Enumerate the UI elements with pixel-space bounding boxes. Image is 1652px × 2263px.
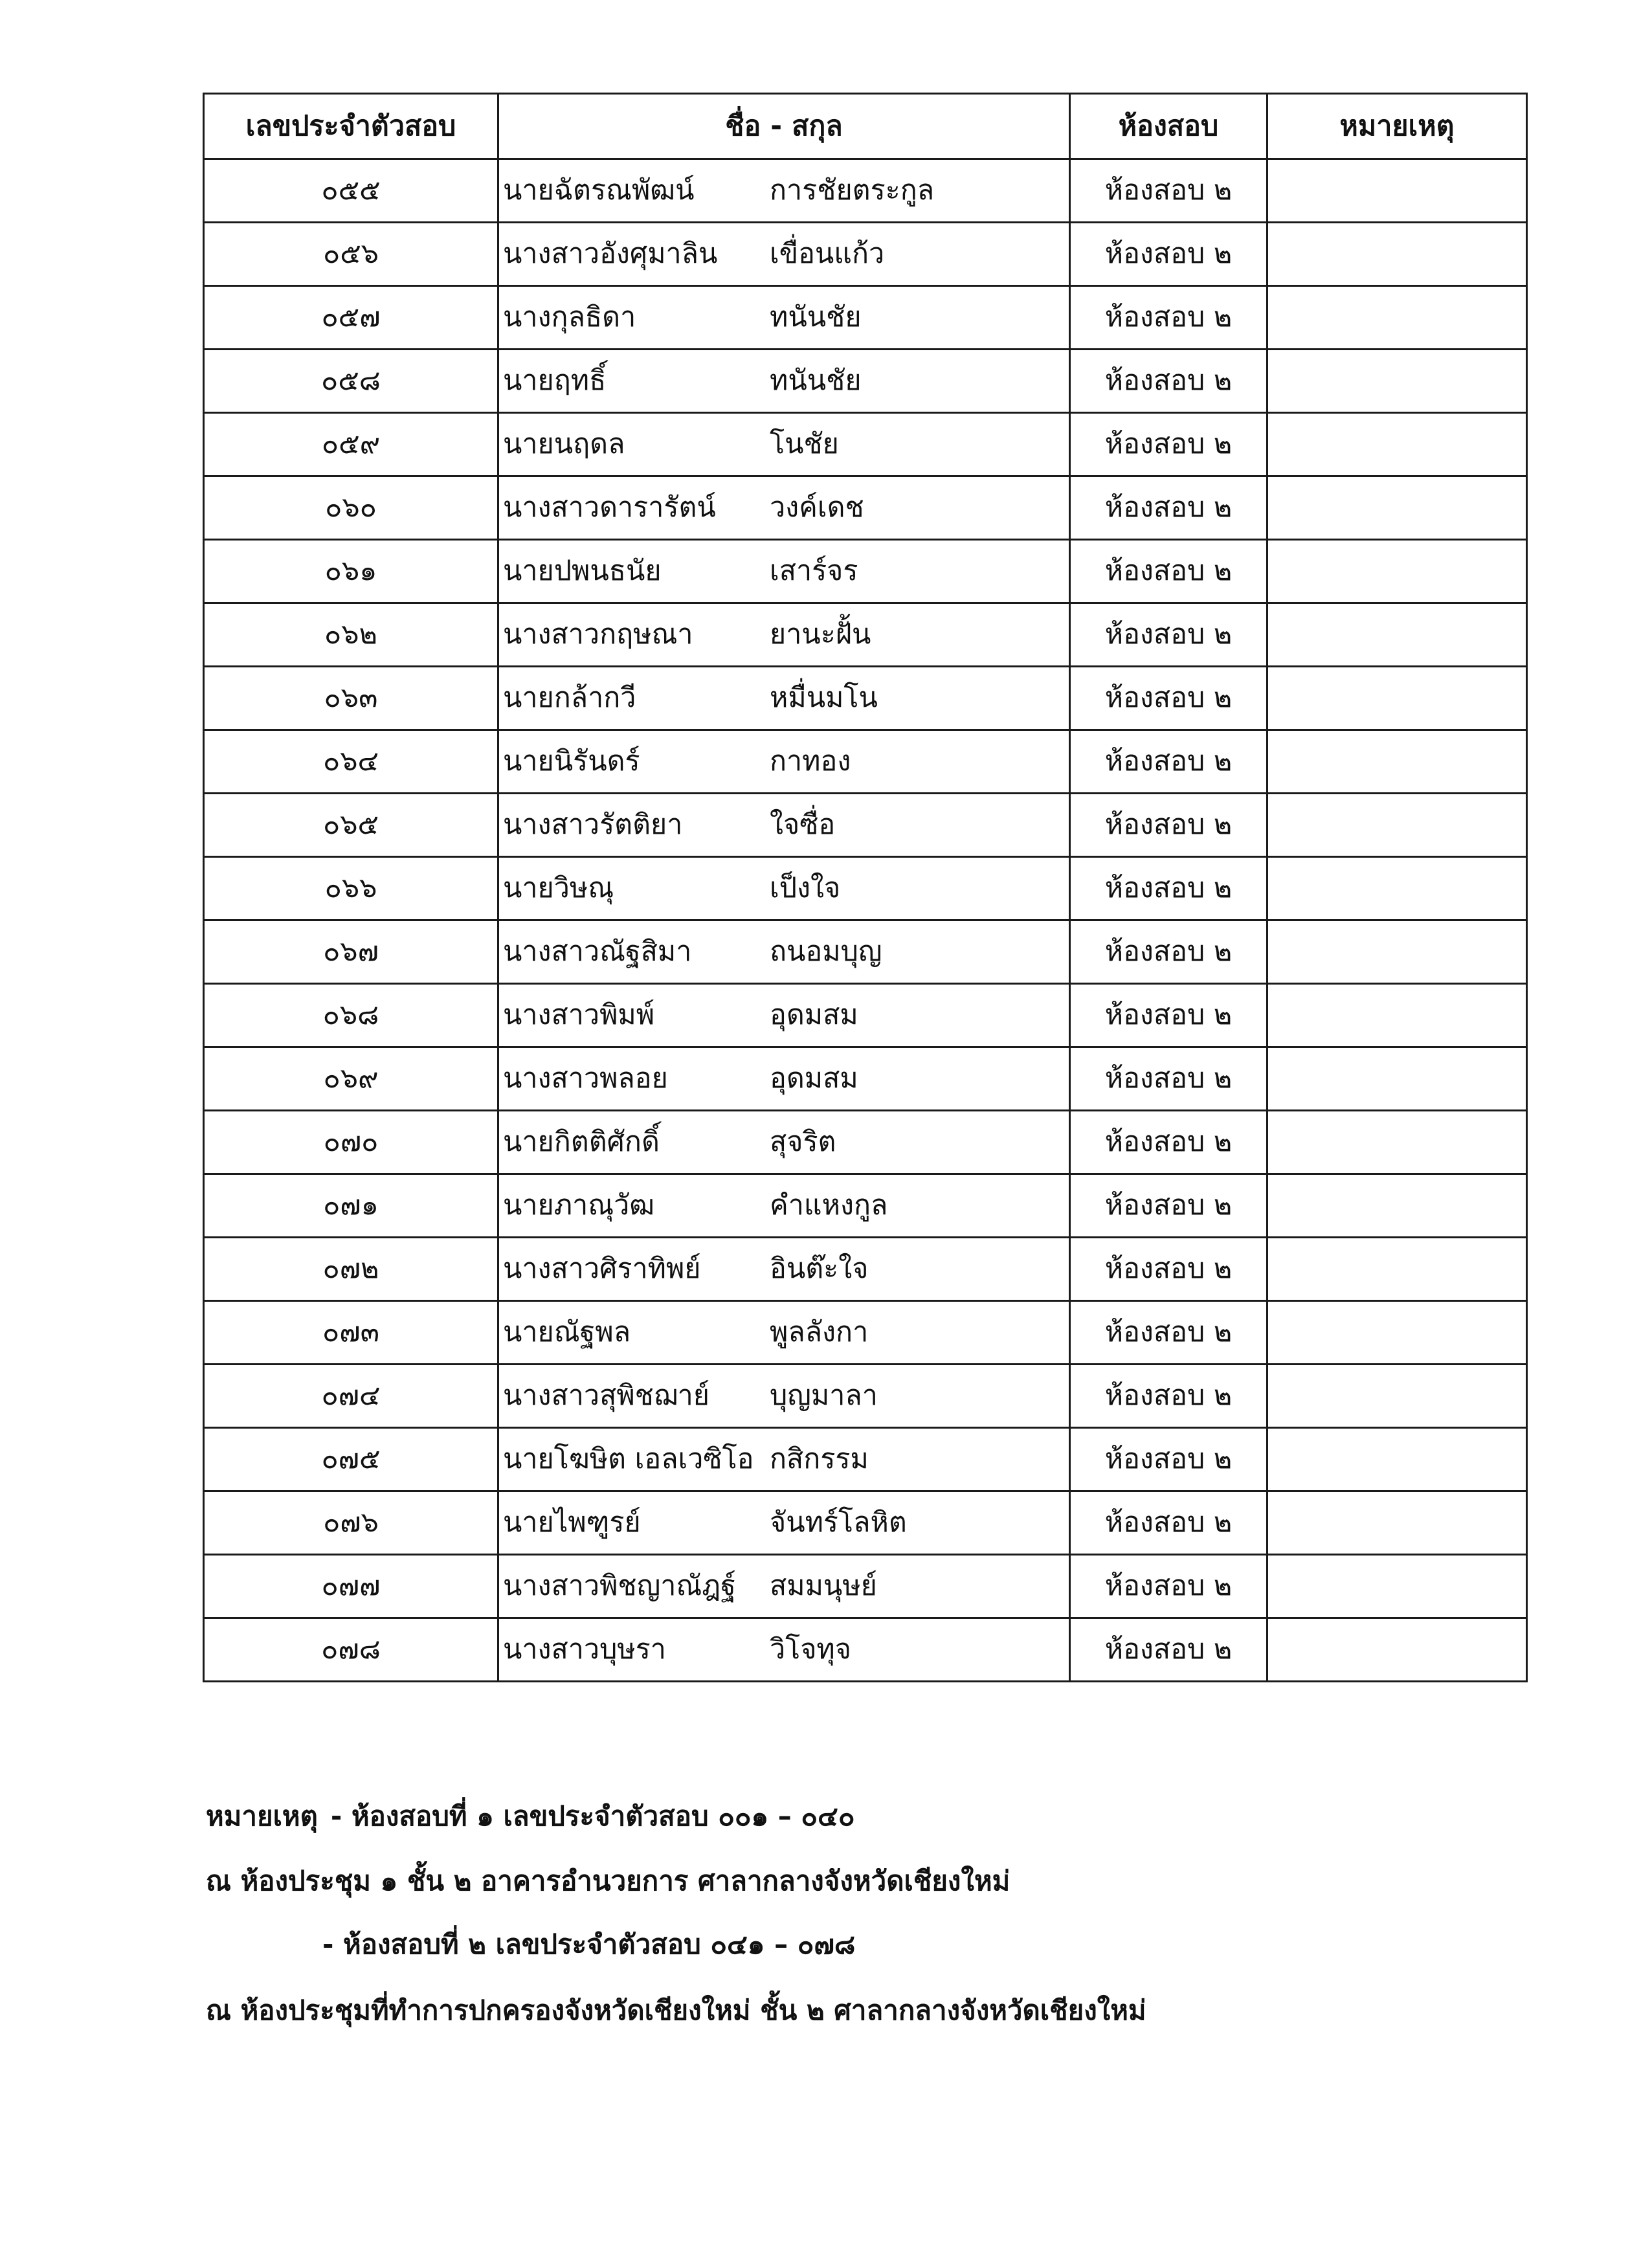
exam-room-cell: ห้องสอบ ๒ — [1070, 1238, 1267, 1301]
last-name: พูลลังกา — [770, 1316, 869, 1348]
full-name-cell — [498, 1618, 1070, 1682]
full-name-cell — [498, 1301, 1070, 1365]
last-name: วงค์เดช — [770, 491, 864, 524]
table-row — [204, 984, 1527, 1047]
exam-id-cell: ๐๗๔ — [204, 1365, 498, 1428]
exam-room-cell: ห้องสอบ ๒ — [1070, 286, 1267, 350]
exam-id-cell: ๐๕๘ — [204, 350, 498, 413]
full-name-cell — [498, 413, 1070, 476]
exam-room-cell: ห้องสอบ ๒ — [1070, 1428, 1267, 1491]
full-name-cell — [498, 223, 1070, 286]
table-row — [204, 1047, 1527, 1111]
remark-cell — [1267, 476, 1527, 540]
exam-id-cell: ๐๕๖ — [204, 223, 498, 286]
exam-id-cell: ๐๗๕ — [204, 1428, 498, 1491]
exam-room-cell: ห้องสอบ ๒ — [1070, 476, 1267, 540]
full-name-cell — [498, 984, 1070, 1047]
exam-room-cell: ห้องสอบ ๒ — [1070, 1618, 1267, 1682]
table-row — [204, 413, 1527, 476]
exam-roster-table — [203, 93, 1528, 1682]
table-body — [204, 159, 1527, 1682]
last-name: ทนันชัย — [770, 301, 862, 333]
last-name: เสาร์จร — [770, 555, 858, 587]
exam-room-cell: ห้องสอบ ๒ — [1070, 159, 1267, 223]
remark-cell — [1267, 794, 1527, 857]
remark-cell — [1267, 1238, 1527, 1301]
exam-id-cell: ๐๗๖ — [204, 1491, 498, 1555]
last-name: การชัยตระกูล — [770, 174, 935, 206]
table-row — [204, 1365, 1527, 1428]
remark-cell — [1267, 984, 1527, 1047]
table-row — [204, 920, 1527, 984]
exam-room-cell: ห้องสอบ ๒ — [1070, 794, 1267, 857]
last-name: อินต๊ะใจ — [770, 1253, 869, 1285]
first-name: นายฤทธิ์ — [503, 364, 607, 397]
table-row — [204, 1174, 1527, 1238]
last-name: ยานะฝั้น — [770, 618, 871, 651]
exam-room-cell: ห้องสอบ ๒ — [1070, 1047, 1267, 1111]
last-name: เป็งใจ — [770, 872, 841, 904]
remark-cell — [1267, 1174, 1527, 1238]
remark-cell — [1267, 1555, 1527, 1618]
exam-id-cell: ๐๖๓ — [204, 667, 498, 730]
full-name-cell — [498, 667, 1070, 730]
exam-room-cell: ห้องสอบ ๒ — [1070, 1174, 1267, 1238]
first-name: นายภาณุวัฒ — [503, 1189, 655, 1221]
first-name: นางสาวรัตติยา — [503, 808, 683, 841]
remark-cell — [1267, 540, 1527, 603]
exam-id-cell: ๐๕๗ — [204, 286, 498, 350]
exam-id-cell: ๐๗๒ — [204, 1238, 498, 1301]
exam-room-cell: ห้องสอบ ๒ — [1070, 223, 1267, 286]
exam-id-cell: ๐๗๗ — [204, 1555, 498, 1618]
last-name: กสิกรรม — [770, 1443, 869, 1475]
full-name-cell — [498, 857, 1070, 920]
table-row — [204, 286, 1527, 350]
first-name: นางสาวณัฐสิมา — [503, 935, 692, 968]
last-name: วิโจทุจ — [770, 1633, 851, 1666]
full-name-cell — [498, 1238, 1070, 1301]
table-row — [204, 667, 1527, 730]
exam-room-cell: ห้องสอบ ๒ — [1070, 603, 1267, 667]
first-name: นางสาวสุพิชฌาย์ — [503, 1379, 709, 1412]
full-name-cell — [498, 1365, 1070, 1428]
remarks-line-4: ณ ห้องประชุมที่ทำการปกครองจังหวัดเชียงใหม่ ชั้น ๒ ศาลากลางจังหวัดเชียงใหม่ — [206, 1994, 1146, 2026]
first-name: นายโฆษิต เอลเวซิโอ — [503, 1443, 754, 1475]
table-row — [204, 1428, 1527, 1491]
first-name: นางสาวกฤษณา — [503, 618, 693, 651]
table-row — [204, 1301, 1527, 1365]
table-row — [204, 159, 1527, 223]
table-row — [204, 603, 1527, 667]
first-name: นางสาวศิราทิพย์ — [503, 1253, 701, 1285]
last-name: คำแหงกูล — [770, 1189, 888, 1221]
table-row — [204, 1111, 1527, 1174]
exam-room-cell: ห้องสอบ ๒ — [1070, 984, 1267, 1047]
header-exam-id: เลขประจำตัวสอบ — [204, 94, 498, 159]
remark-cell — [1267, 1491, 1527, 1555]
full-name-cell — [498, 730, 1070, 794]
exam-id-cell: ๐๗๓ — [204, 1301, 498, 1365]
table-row — [204, 1618, 1527, 1682]
full-name-cell — [498, 286, 1070, 350]
full-name-cell — [498, 603, 1070, 667]
last-name: ทนันชัย — [770, 364, 862, 397]
full-name-cell — [498, 794, 1070, 857]
first-name: นางสาวพิชญาณัฎฐ์ — [503, 1570, 736, 1602]
full-name-cell — [498, 476, 1070, 540]
last-name: อุดมสม — [770, 1062, 858, 1095]
remark-cell — [1267, 1301, 1527, 1365]
full-name-cell — [498, 1555, 1070, 1618]
first-name: นางสาวบุษรา — [503, 1633, 666, 1666]
table-row — [204, 730, 1527, 794]
table-header-row — [204, 94, 1527, 159]
last-name: จันทร์โลหิต — [770, 1506, 907, 1539]
table-row — [204, 857, 1527, 920]
exam-id-cell: ๐๖๔ — [204, 730, 498, 794]
full-name-cell — [498, 159, 1070, 223]
exam-room-cell: ห้องสอบ ๒ — [1070, 857, 1267, 920]
remarks-line-2: ณ ห้องประชุม ๑ ชั้น ๒ อาคารอำนวยการ ศาลากลางจังหวัดเชียงใหม่ — [206, 1865, 1010, 1897]
exam-id-cell: ๐๕๙ — [204, 413, 498, 476]
first-name: นายไพฑูรย์ — [503, 1506, 641, 1539]
last-name: อุดมสม — [770, 999, 858, 1031]
remark-cell — [1267, 413, 1527, 476]
exam-id-cell: ๐๖๐ — [204, 476, 498, 540]
full-name-cell — [498, 1428, 1070, 1491]
remarks-label: หมายเหตุ — [206, 1800, 318, 1832]
remark-cell — [1267, 350, 1527, 413]
remarks-line-1 — [206, 1800, 855, 1832]
last-name: กาทอง — [770, 745, 851, 777]
table-row — [204, 476, 1527, 540]
remark-cell — [1267, 286, 1527, 350]
exam-room-cell: ห้องสอบ ๒ — [1070, 920, 1267, 984]
exam-room-cell: ห้องสอบ ๒ — [1070, 1301, 1267, 1365]
full-name-cell — [498, 540, 1070, 603]
first-name: นายกิตติศักดิ์ — [503, 1126, 660, 1158]
last-name: สุจริต — [770, 1126, 836, 1158]
last-name: ใจซื่อ — [770, 808, 836, 841]
table-row — [204, 1491, 1527, 1555]
full-name-cell — [498, 1047, 1070, 1111]
exam-id-cell: ๐๖๘ — [204, 984, 498, 1047]
exam-room-cell: ห้องสอบ ๒ — [1070, 1555, 1267, 1618]
first-name: นายณัฐพล — [503, 1316, 631, 1348]
first-name: นางสาวอังศุมาลิน — [503, 238, 718, 270]
exam-id-cell: ๐๖๖ — [204, 857, 498, 920]
last-name: เขื่อนแก้ว — [770, 238, 885, 270]
exam-id-cell: ๐๗๘ — [204, 1618, 498, 1682]
last-name: บุญมาลา — [770, 1379, 878, 1412]
table-row — [204, 1555, 1527, 1618]
exam-room-cell: ห้องสอบ ๒ — [1070, 667, 1267, 730]
header-full-name: ชื่อ - สกุล — [498, 94, 1070, 159]
remark-cell — [1267, 1618, 1527, 1682]
full-name-cell — [498, 1111, 1070, 1174]
remark-cell — [1267, 857, 1527, 920]
first-name: นางสาวดารารัตน์ — [503, 491, 716, 524]
remarks-line-3: - ห้องสอบที่ ๒ เลขประจำตัวสอบ ๐๔๑ – ๐๗๘ — [322, 1928, 856, 1960]
first-name: นายวิษณุ — [503, 872, 614, 904]
first-name: นายปพนธนัย — [503, 555, 662, 587]
last-name: หมื่นมโน — [770, 682, 878, 714]
exam-room-cell: ห้องสอบ ๒ — [1070, 730, 1267, 794]
remark-cell — [1267, 603, 1527, 667]
first-name: นางสาวพิมพ์ — [503, 999, 655, 1031]
first-name: นางสาวพลอย — [503, 1062, 668, 1095]
full-name-cell — [498, 920, 1070, 984]
remark-cell — [1267, 159, 1527, 223]
remark-cell — [1267, 1047, 1527, 1111]
full-name-cell — [498, 1174, 1070, 1238]
remarks-room-1-range: - ห้องสอบที่ ๑ เลขประจำตัวสอบ ๐๐๑ – ๐๔๐ — [330, 1800, 855, 1832]
remark-cell — [1267, 223, 1527, 286]
table-row — [204, 540, 1527, 603]
first-name: นายฉัตรณพัฒน์ — [503, 174, 695, 206]
remark-cell — [1267, 1111, 1527, 1174]
first-name: นางกุลธิดา — [503, 301, 636, 333]
exam-id-cell: ๐๗๐ — [204, 1111, 498, 1174]
remark-cell — [1267, 667, 1527, 730]
first-name: นายนิรันดร์ — [503, 745, 640, 777]
exam-room-cell: ห้องสอบ ๒ — [1070, 413, 1267, 476]
first-name: นายนฤดล — [503, 428, 625, 460]
full-name-cell — [498, 1491, 1070, 1555]
remark-cell — [1267, 1365, 1527, 1428]
last-name: สมมนุษย์ — [770, 1570, 877, 1602]
exam-id-cell: ๐๖๑ — [204, 540, 498, 603]
exam-room-cell: ห้องสอบ ๒ — [1070, 350, 1267, 413]
exam-room-cell: ห้องสอบ ๒ — [1070, 540, 1267, 603]
exam-id-cell: ๐๖๒ — [204, 603, 498, 667]
exam-id-cell: ๐๖๕ — [204, 794, 498, 857]
last-name: โนชัย — [770, 428, 839, 460]
table-row — [204, 794, 1527, 857]
table-row — [204, 223, 1527, 286]
exam-id-cell: ๐๗๑ — [204, 1174, 498, 1238]
remark-cell — [1267, 920, 1527, 984]
exam-id-cell: ๐๖๗ — [204, 920, 498, 984]
header-exam-room: ห้องสอบ — [1070, 94, 1267, 159]
table-row — [204, 1238, 1527, 1301]
last-name: ถนอมบุญ — [770, 935, 882, 968]
first-name: นายกล้ากวี — [503, 682, 636, 714]
full-name-cell — [498, 350, 1070, 413]
exam-room-cell: ห้องสอบ ๒ — [1070, 1365, 1267, 1428]
exam-room-cell: ห้องสอบ ๒ — [1070, 1491, 1267, 1555]
exam-id-cell: ๐๖๙ — [204, 1047, 498, 1111]
exam-id-cell: ๐๕๕ — [204, 159, 498, 223]
header-remark: หมายเหตุ — [1267, 94, 1527, 159]
exam-room-cell: ห้องสอบ ๒ — [1070, 1111, 1267, 1174]
remark-cell — [1267, 1428, 1527, 1491]
remark-cell — [1267, 730, 1527, 794]
table-row — [204, 350, 1527, 413]
